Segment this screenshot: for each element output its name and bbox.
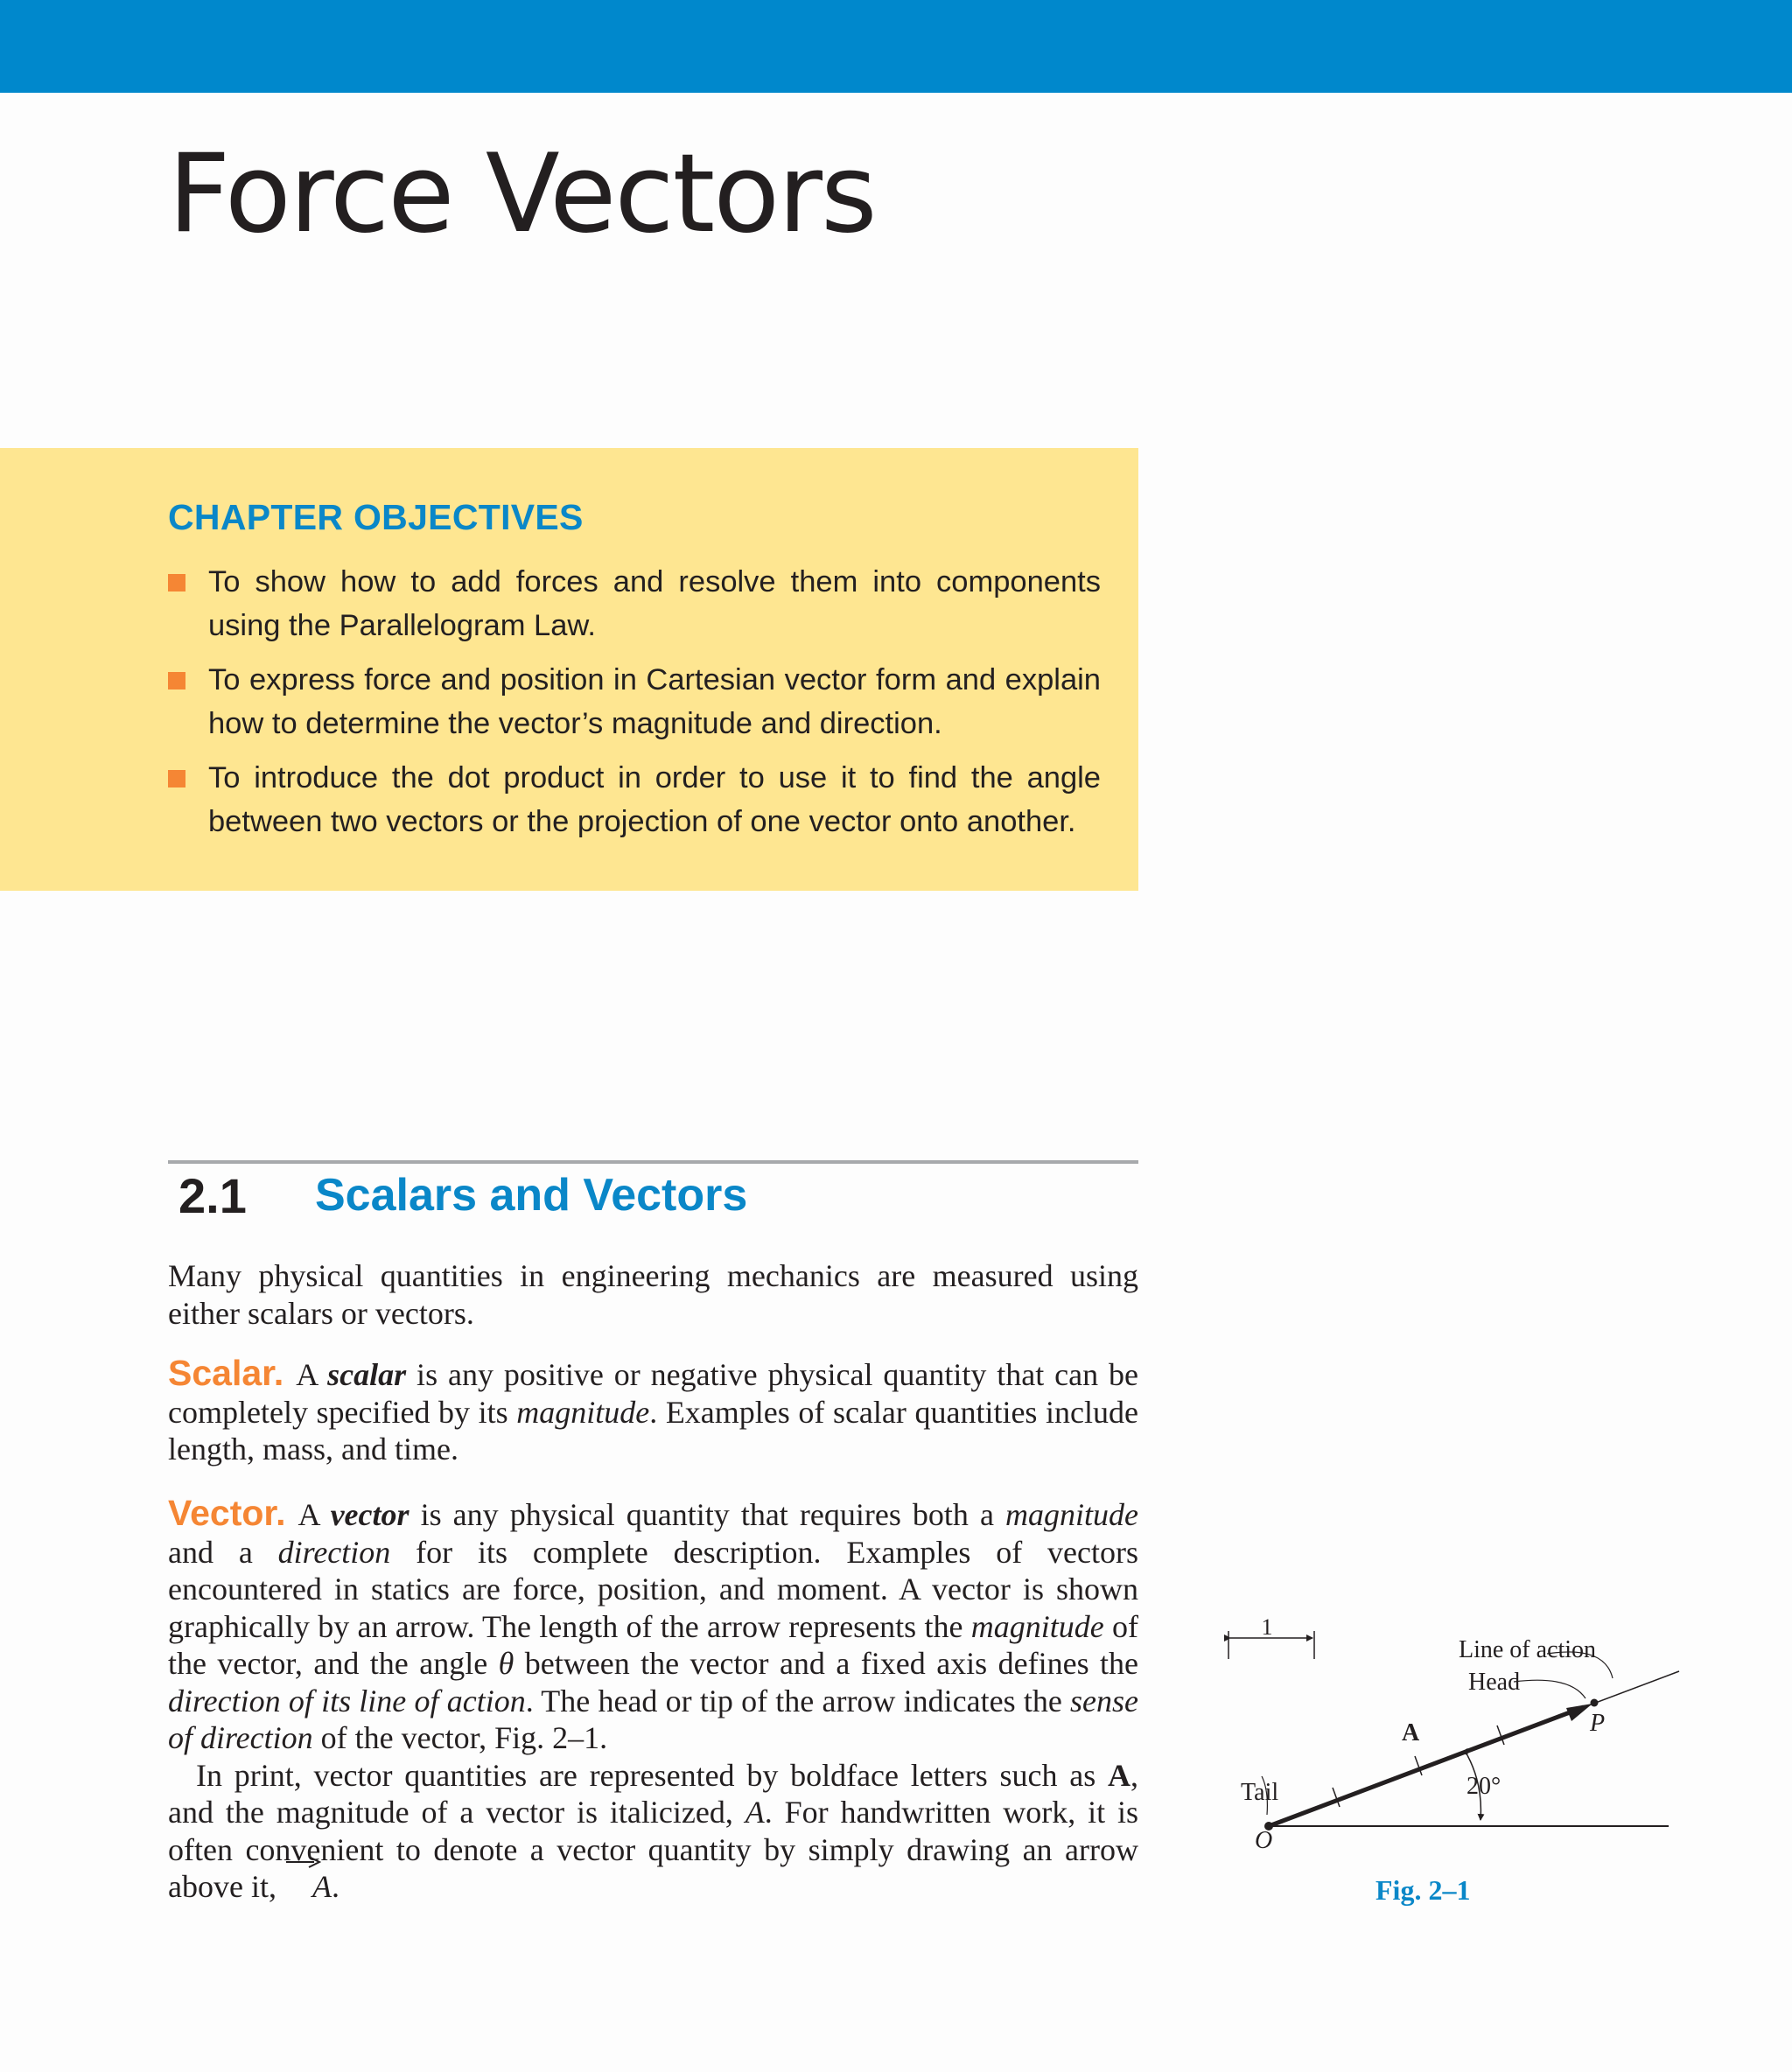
line-of-action-label: Line of action [1459,1636,1597,1663]
objective-text: To express force and position in Cartesian vector form and explain how to determine the vector’s magnitude and direction. [208,663,1101,740]
vector-term: vector [330,1497,410,1532]
head-label: Head [1468,1669,1521,1696]
vector-paragraph-block [168,1494,1138,1906]
origin-label: O [1255,1827,1273,1854]
scalar-paragraph-block [168,1354,1138,1468]
section-number: 2.1 [178,1168,247,1223]
bullet-square-icon [168,770,186,788]
chapter-title: Force Vectors [168,131,876,257]
objectives-list [168,560,1101,854]
bullet-square-icon [168,574,186,592]
vector-figure [1216,1619,1706,1908]
bullet-square-icon [168,672,186,690]
vector-label: A [1402,1719,1420,1746]
vector-diagram [1216,1619,1706,1908]
vector-arrow-shaft [1269,1707,1584,1826]
objectives-heading: CHAPTER OBJECTIVES [168,497,584,537]
scalar-term: scalar [327,1357,407,1392]
arrow-over-icon [284,1854,321,1868]
point-p-label: P [1590,1710,1606,1737]
angle-label: 20° [1466,1773,1502,1800]
objective-item [168,658,1101,746]
vector-arrowhead-icon [1566,1704,1592,1721]
vector-paragraph: Vector. A vector is any physical quantity that requires both a magnitude and a direction for its complete description. Examples of vectors encountered in statics are force, position, and moment. A vector is shown graphically by an arrow. The length of the arrow represents the magnitude of the vector, and the angle θ between the vector and a fixed axis defines the direction of its line of action. The head or tip of the arrow indicates the sense of direction of the vector, Fig. 2–1. [168,1493,1139,1755]
vector-notation: A [284,1868,332,1906]
objective-item [168,560,1101,648]
intro-paragraph: Many physical quantities in engineering mechanics are measured using either scalars or vectors. [168,1258,1138,1331]
print-paragraph: In print, vector quantities are represented by boldface letters such as A, and the magnitude of a vector is italicized, A. For handwritten work, it is often convenient to denote a vector quantity by simply drawing an arrow above it, A. [168,1757,1138,1904]
scalar-run-head: Scalar. [168,1353,284,1393]
tail-label: Tail [1241,1779,1279,1806]
head-leader [1514,1680,1586,1698]
top-color-bar [0,0,1792,93]
objective-text: To introduce the dot product in order to use it to find the angle between two vectors or the projection of one vector onto another. [208,761,1101,838]
vector-run-head: Vector. [168,1493,286,1533]
scalar-paragraph: Scalar. A scalar is any positive or negative physical quantity that can be completely specified by its magnitude. Examples of scalar quantities include length, mass, and time. [168,1353,1138,1466]
objective-text: To show how to add forces and resolve them into components using the Parallelogram Law. [208,565,1101,642]
point-p [1591,1699,1599,1707]
intro-paragraph-block [168,1257,1138,1332]
section-title: Scalars and Vectors [315,1170,748,1221]
scale-label: 1 [1261,1619,1273,1640]
objective-item [168,756,1101,844]
section-divider [168,1160,1138,1164]
figure-caption: Fig. 2–1 [1376,1874,1471,1906]
